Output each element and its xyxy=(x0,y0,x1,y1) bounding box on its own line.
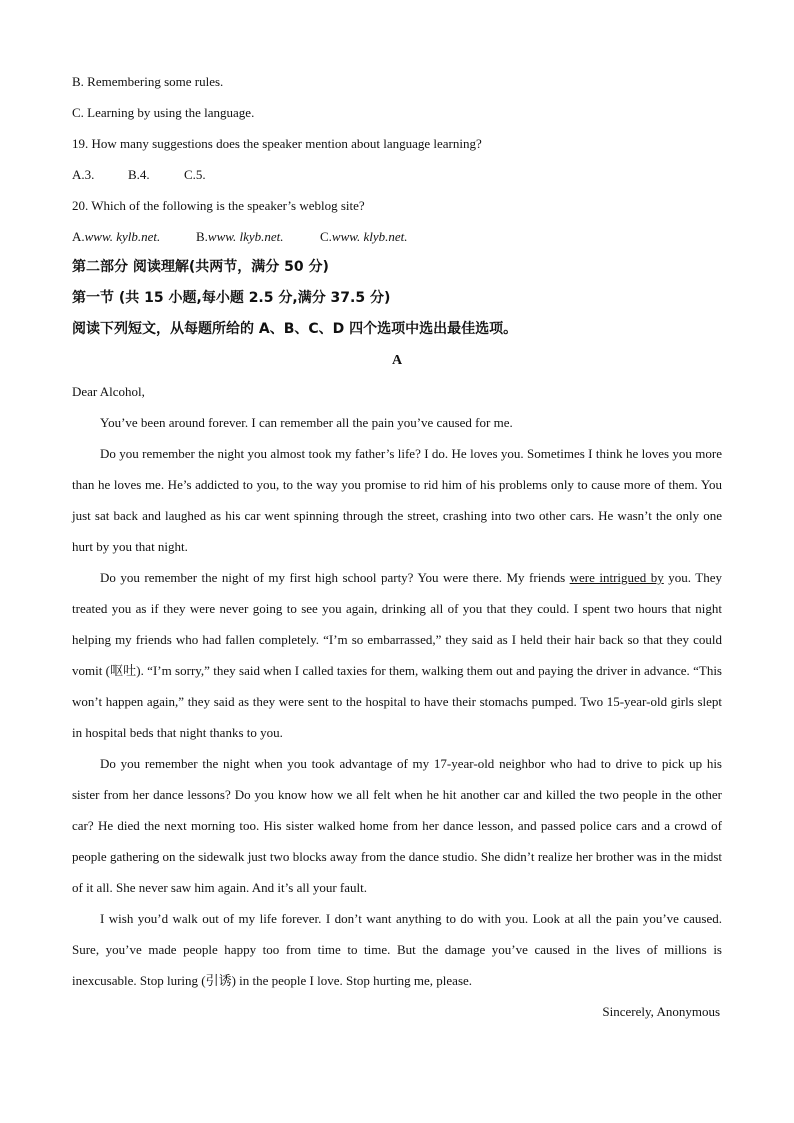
letter-paragraph-3 xyxy=(72,562,722,748)
p3-text-before: Do you remember the night of my first high school party? You were there. My friends xyxy=(100,570,570,585)
q19-option-c: C.5. xyxy=(184,167,206,182)
q19-option-b: B.4. xyxy=(128,167,150,182)
instruction: 阅读下列短文，从每题所给的 A、B、C、D 四个选项中选出最佳选项。 xyxy=(72,321,518,337)
q20-option-b xyxy=(196,221,320,252)
q20-stem: 20. Which of the following is the speaker’s weblog site? xyxy=(72,198,365,213)
q20-option-c-url: www. klyb.net. xyxy=(331,229,408,244)
sub-title: 第一节 (共 15 小题,每小题 2.5 分,满分 37.5 分) xyxy=(72,290,391,306)
q19-option-a: A.3. xyxy=(72,167,95,182)
letter-paragraph-1: You’ve been around forever. I can remember all the pain you’ve caused for me. xyxy=(100,415,513,430)
q19-options xyxy=(72,159,722,190)
q20-option-a-label: A. xyxy=(72,229,85,244)
letter-paragraph-2: Do you remember the night you almost took my father’s life? I do. He loves you. Sometimes I think he loves you more than he loves me. He’s addicted to you, to the way you promise to rid him of his problems only to cause more of them. You just sat back and laughed as his car went spinning through the street, crashing into two other cars. He wasn’t the only one hurt by you that night. xyxy=(72,446,722,554)
letter-signature: Sincerely, Anonymous xyxy=(602,1004,720,1019)
q20-options xyxy=(72,221,722,252)
q18-option-c: C. Learning by using the language. xyxy=(72,105,255,120)
q20-option-a-url: www. kylb.net. xyxy=(84,229,161,244)
q20-option-a xyxy=(72,221,196,252)
q20-option-b-label: B. xyxy=(196,229,208,244)
q18-option-b: B. Remembering some rules. xyxy=(72,74,224,89)
letter-paragraph-4: Do you remember the night when you took advantage of my 17-year-old neighbor who had to drive to pick up his sister from her dance lessons? Do you know how we all felt when he hit another car and killed the two people in the other car? He died the next morning too. His sister walked home from her dance lesson, and passed police cars and a crowd of people gathering on the sidewalk just two blocks away from the dance studio. She didn’t realize her brother was in the midst of it all. She never saw him again. And it’s all your fault. xyxy=(72,756,722,895)
part-title: 第二部分 阅读理解(共两节，满分 50 分) xyxy=(72,259,329,275)
p3-underlined-phrase: were intrigued by xyxy=(569,570,664,585)
q20-option-c-label: C. xyxy=(320,229,332,244)
passage-label: A xyxy=(391,353,403,368)
letter-greeting: Dear Alcohol, xyxy=(72,384,145,399)
q20-option-b-url: www. lkyb.net. xyxy=(207,229,284,244)
q20-option-c xyxy=(320,221,408,252)
q19-stem: 19. How many suggestions does the speaker mention about language learning? xyxy=(72,136,482,151)
p3-text-after: you. They treated you as if they were never going to see you again, drinking all of you that they could. I spent two hours that night helping my friends who had fallen completely. “I’m so embarrassed,” they said as I held their hair back so that they could vomit (呕吐). “I’m sorry,” they said when I called taxies for them, walking them out and paying the driver in advance. “This won’t happen again,” they said as they were sent to the hospital to have their stomachs pumped. Two 15-year-old girls slept in hospital beds that night thanks to you. xyxy=(72,570,722,740)
letter-paragraph-5: I wish you’d walk out of my life forever. I don’t want anything to do with you. Look at all the pain you’ve caused. Sure, you’ve made people happy too from time to time. But the damage you’ve caused in the lives of millions is inexcusable. Stop luring (引诱) in the people I love. Stop hurting me, please. xyxy=(72,911,722,988)
